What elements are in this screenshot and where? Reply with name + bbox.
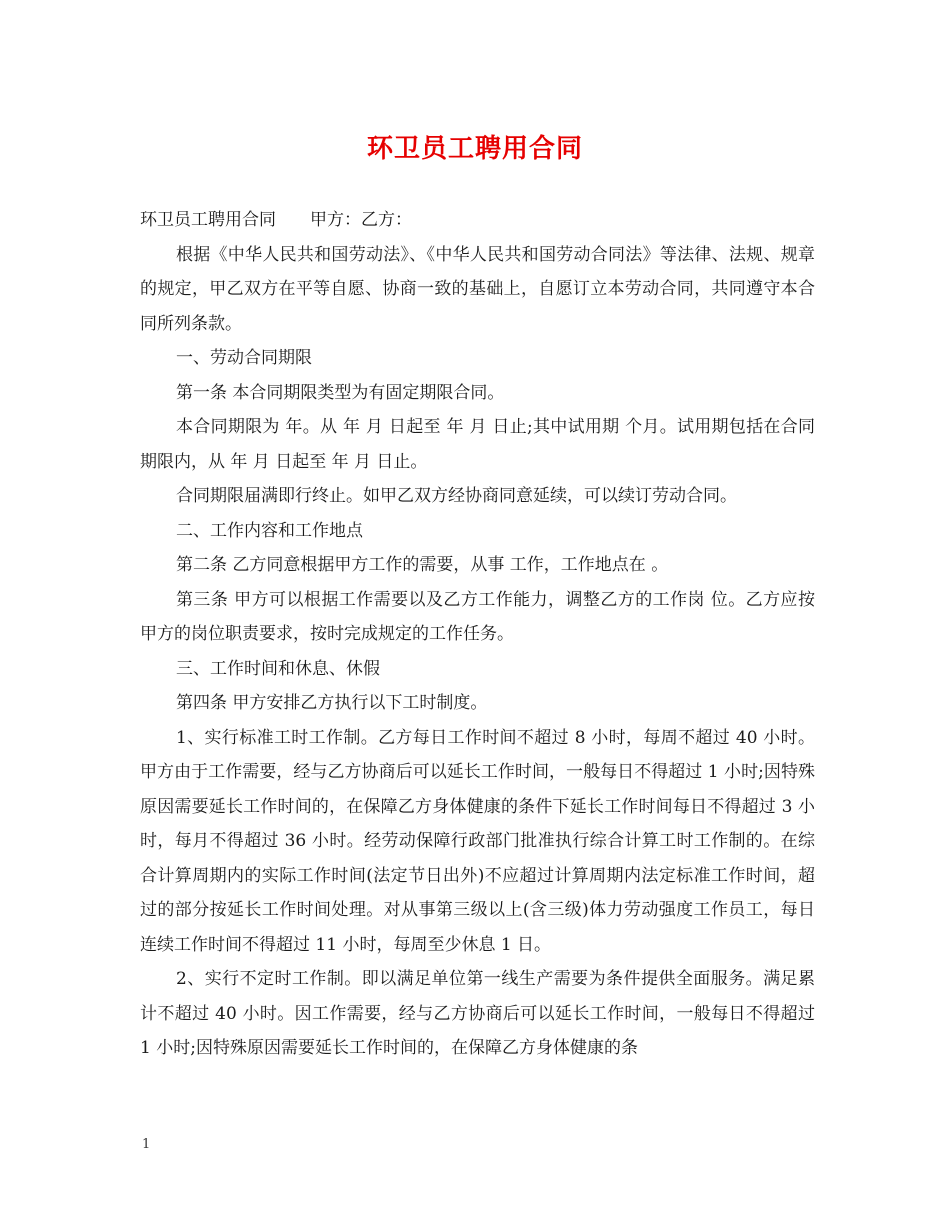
article-3: 第三条 甲方可以根据工作需要以及乙方工作能力，调整乙方的工作岗 位。乙方应按甲方的岗位职责要求，按时完成规定的工作任务。 — [140, 589, 815, 644]
paragraph-preamble: 根据《中华人民共和国劳动法》、《中华人民共和国劳动合同法》等法律、法规、规章的规定，甲乙双方在平等自愿、协商一致的基础上，自愿订立本劳动合同，共同遵守本合同所列条款。 — [140, 244, 815, 334]
section-heading-2: 二、工作内容和工作地点 — [176, 520, 363, 541]
section-heading-1: 一、劳动合同期限 — [176, 348, 312, 368]
paragraph-termination: 合同期限届满即行终止。如甲乙双方经协商同意延续，可以续订劳动合同。 — [176, 486, 737, 506]
article-4: 第四条 甲方安排乙方执行以下工时制度。 — [176, 693, 488, 713]
page-number: 1 — [142, 1137, 151, 1152]
section-heading-3: 三、工作时间和休息、休假 — [176, 658, 380, 679]
clause-flexible-hours: 2、实行不定时工作制。即以满足单位第一线生产需要为条件提供全面服务。满足累计不超过 40 小时。因工作需要，经与乙方协商后可以延长工作时间，一般每日不得超过 1 小时;因特殊原因需要延长工作时间的，在保障乙方身体健康的条 — [140, 969, 815, 1058]
document-title: 环卫员工聘用合同 — [366, 134, 583, 164]
article-1: 第一条 本合同期限类型为有固定期限合同。 — [176, 382, 505, 403]
paragraph-term: 本合同期限为 年。从 年 月 日起至 年 月 日止;其中试用期 个月。试用期包括在合同期限内，从 年 月 日起至 年 月 日止。 — [140, 417, 815, 472]
document-body — [140, 203, 815, 1066]
clause-standard-hours: 1、实行标准工时工作制。乙方每日工作时间不超过 8 小时，每周不超过 40 小时。甲方由于工作需要，经与乙方协商后可以延长工作时间，一般每日不得超过 1 小时;因特殊原因需要延长工作时间的，在保障乙方身体健康的条件下延长工作时间每日不得超过 3 小时，每月不得超过 36 小时。经劳动保障行政部门批准执行综合计算工时工作制的。在综合计算周期内的实际工作时间(法定节日出外)不应超过计算周期内法定标准工作时间，超过的部分按延长工作时间处理。对从事第三级以上(含三级)体力劳动强度工作员工，每日连续工作时间不得超过 11 小时，每周至少休息 1 日。 — [140, 727, 815, 955]
article-2: 第二条 乙方同意根据甲方工作的需要，从事 工作，工作地点在 。 — [176, 555, 669, 575]
header-line: 环卫员工聘用合同 甲方：乙方： — [140, 210, 412, 230]
